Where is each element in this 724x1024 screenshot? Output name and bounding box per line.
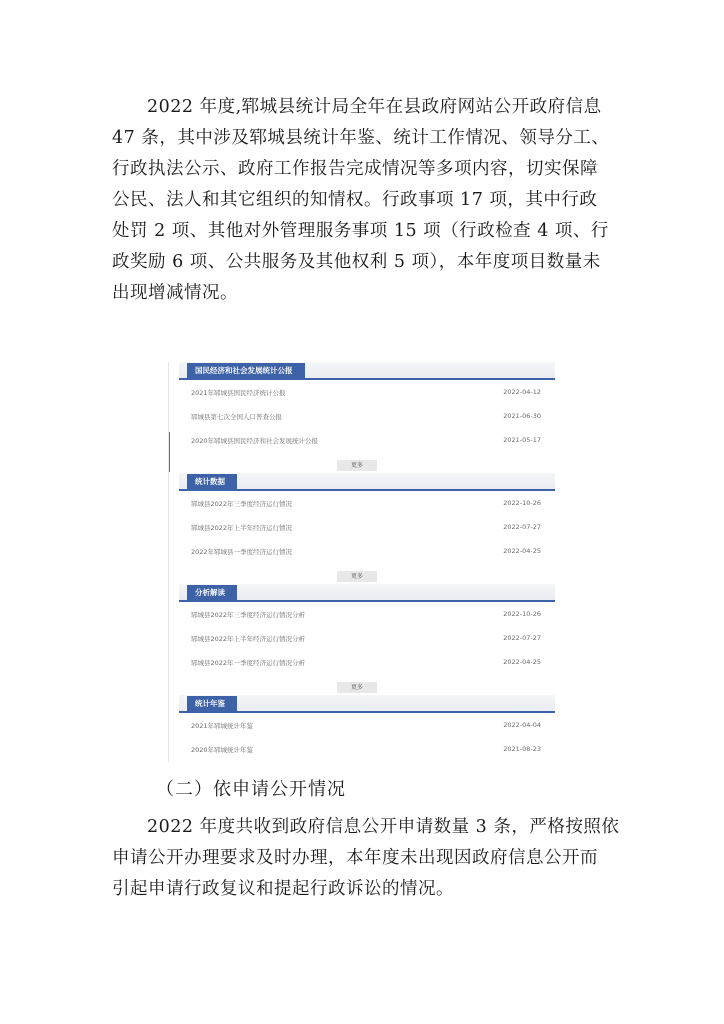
paragraph-line: 行政执法公示、政府工作报告完成情况等多项内容，切实保障 <box>112 159 598 179</box>
more-button[interactable]: 更多 <box>337 682 377 693</box>
paragraph-line: 2022 年度共收到政府信息公开申请数量 3 条，严格按照依 <box>147 817 620 837</box>
paragraph-line: 47 条，其中涉及郓城县统计年鉴、统计工作情况、领导分工、 <box>112 128 610 148</box>
paragraph-line: 申请公开办理要求及时办理，本年度未出现因政府信息公开而 <box>112 848 598 868</box>
item-date: 2021-06-30 <box>503 412 541 420</box>
paragraph-application-disclosure <box>112 812 622 905</box>
paragraph-line: 公民、法人和其它组织的知情权。行政事项 17 项，其中行政 <box>112 190 598 210</box>
list-item[interactable] <box>179 539 555 563</box>
item-date: 2022-07-27 <box>503 634 541 642</box>
list-item[interactable] <box>179 626 555 650</box>
item-title[interactable]: 郓城县2022年三季度经济运行情况分析 <box>191 611 306 619</box>
paragraph-line: 出现增减情况。 <box>112 283 238 303</box>
list-item[interactable] <box>179 491 555 515</box>
section-tab[interactable]: 国民经济和社会发展统计公报 <box>187 363 305 378</box>
item-date: 2021-08-23 <box>503 745 541 753</box>
list-item[interactable] <box>179 713 555 737</box>
list-item[interactable] <box>179 428 555 452</box>
section-tab[interactable]: 统计数据 <box>187 474 237 489</box>
more-button[interactable]: 更多 <box>337 460 377 471</box>
section-tab[interactable]: 统计年鉴 <box>187 696 237 711</box>
paragraph-line: 处罚 2 项、其他对外管理服务事项 15 项（行政检查 4 项、行 <box>112 221 609 241</box>
paragraph-line: 政奖励 6 项、公共服务及其他权利 5 项），本年度项目数量未 <box>112 252 601 272</box>
list-item[interactable] <box>179 515 555 539</box>
paragraph-disclosure-summary <box>112 92 622 309</box>
item-date: 2022-04-12 <box>503 388 541 396</box>
item-title[interactable]: 2020年郓城县国民经济和社会发展统计公报 <box>191 437 319 445</box>
section-statistics-data <box>179 473 555 563</box>
item-title[interactable]: 2020年郓城统计年鉴 <box>191 746 254 754</box>
section-analysis <box>179 584 555 674</box>
section-heading: （二）依申请公开情况 <box>156 779 346 800</box>
item-title[interactable]: 郓城县2022年上半年经济运行情况分析 <box>191 635 306 643</box>
item-date: 2022-10-26 <box>503 499 541 507</box>
section-tab[interactable]: 分析解读 <box>187 585 237 600</box>
item-date: 2022-07-27 <box>503 523 541 531</box>
item-title[interactable]: 2021年郓城县国民经济统计公报 <box>191 389 286 397</box>
item-date: 2022-10-26 <box>503 610 541 618</box>
section-header <box>179 695 555 713</box>
item-title[interactable]: 郓城县2022年三季度经济运行情况 <box>191 500 293 508</box>
item-title[interactable]: 2022年郓城县一季度经济运行情况 <box>191 548 293 556</box>
item-title[interactable]: 郓城县第七次全国人口普查公报 <box>191 413 282 421</box>
list-item[interactable] <box>179 404 555 428</box>
item-date: 2022-04-25 <box>503 658 541 666</box>
list-item[interactable] <box>179 380 555 404</box>
item-date: 2022-04-25 <box>503 547 541 555</box>
list-item[interactable] <box>179 650 555 674</box>
item-title[interactable]: 2021年郓城统计年鉴 <box>191 722 254 730</box>
section-header <box>179 584 555 602</box>
section-yearbook <box>179 695 555 761</box>
paragraph-line: 引起申请行政复议和提起行政诉讼的情况。 <box>112 879 454 899</box>
item-date: 2021-05-17 <box>503 436 541 444</box>
list-item[interactable] <box>179 737 555 761</box>
item-date: 2022-04-04 <box>503 721 541 729</box>
more-button[interactable]: 更多 <box>337 571 377 582</box>
list-item[interactable] <box>179 602 555 626</box>
section-header <box>179 473 555 491</box>
item-title[interactable]: 郓城县2022年一季度经济运行情况分析 <box>191 659 306 667</box>
section-bulletin <box>179 362 555 452</box>
paragraph-line: 2022 年度,郓城县统计局全年在县政府网站公开政府信息 <box>147 97 602 117</box>
item-title[interactable]: 郓城县2022年上半年经济运行情况 <box>191 524 293 532</box>
panel-accent-bar <box>168 432 170 472</box>
website-screenshot-panel <box>168 362 558 762</box>
section-header <box>179 362 555 380</box>
